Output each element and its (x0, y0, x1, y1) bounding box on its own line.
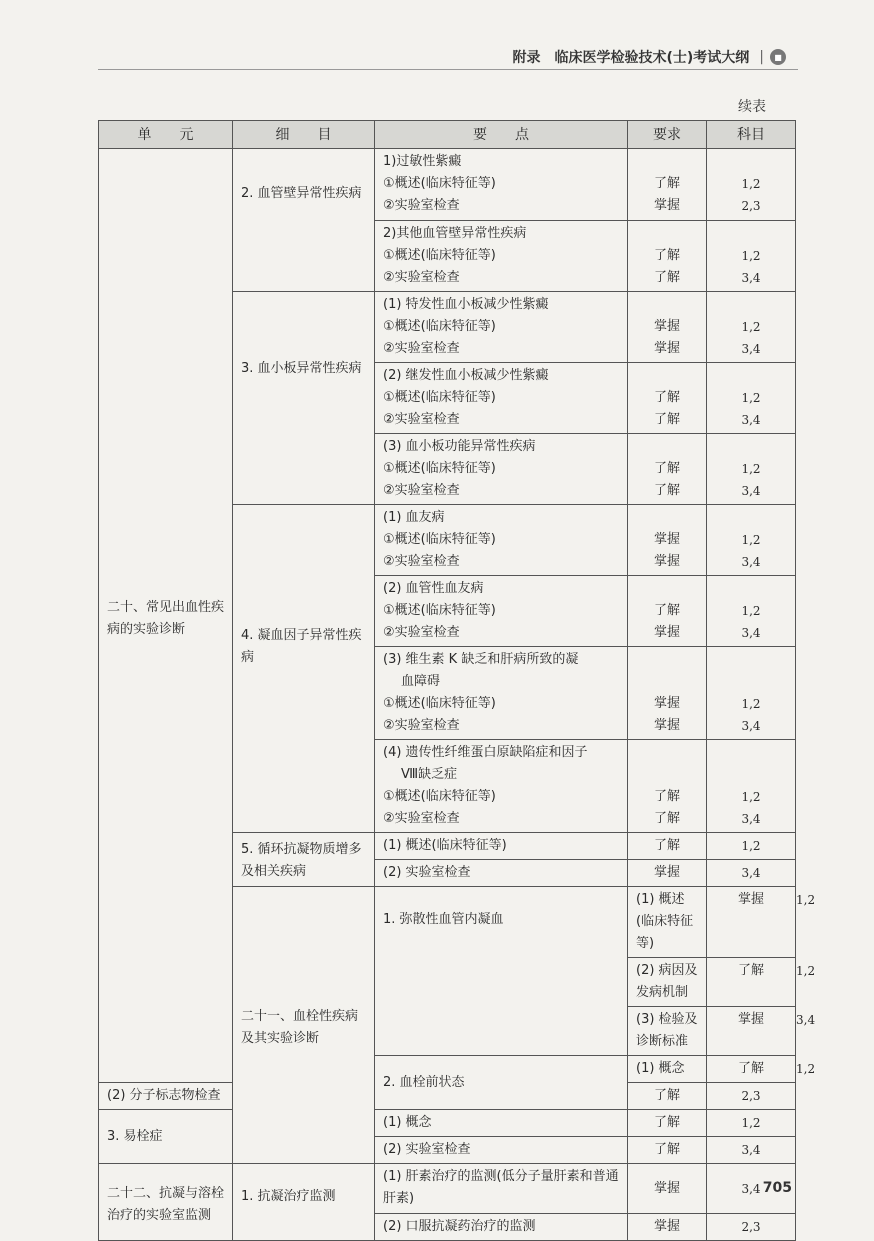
subj-cell: 1,2 3,4 (707, 221, 796, 292)
col-item: 细 目 (233, 121, 375, 149)
subj-cell: 1,2 3,4 (707, 292, 796, 363)
item-cell: 3. 血小板异常性疾病 (233, 292, 375, 505)
req-cell: 掌握 掌握 (628, 505, 707, 576)
point-cell: 1)过敏性紫癜 ①概述(临床特征等) ②实验室检查 (375, 149, 628, 221)
subj-cell: 1,2 (707, 1110, 796, 1137)
req-cell: 了解 (707, 958, 796, 1007)
page-number: 705 (762, 1180, 792, 1196)
col-point: 要 点 (375, 121, 628, 149)
point-cell: 2)其他血管壁异常性疾病 ①概述(临床特征等) ②实验室检查 (375, 221, 628, 292)
subj-cell: 1,2 2,3 (707, 149, 796, 221)
subj-cell: 1,2 3,4 (707, 576, 796, 647)
item-cell: 5. 循环抗凝物质增多及相关疾病 (233, 833, 375, 887)
subj-cell: 1,2 3,4 (707, 505, 796, 576)
item-cell: 3. 易栓症 (99, 1110, 233, 1164)
req-cell: 了解 了解 (628, 221, 707, 292)
unit-cell: 二十、常见出血性疾病的实验诊断 (99, 149, 233, 1083)
req-cell: 了解 (628, 1110, 707, 1137)
point-cell: (2) 实验室检查 (375, 1137, 628, 1164)
point-cell: (2) 口服抗凝药治疗的监测 (375, 1214, 628, 1241)
item-cell: 2. 血管壁异常性疾病 (233, 149, 375, 292)
table-row: 2. 血栓前状态 (1) 概念 了解 1,2 (99, 1056, 796, 1083)
syllabus-table (98, 120, 816, 1241)
point-cell: (1) 概述(临床特征等) (628, 887, 707, 958)
subj-cell: 3,4 (707, 1164, 796, 1214)
req-cell: 掌握 (628, 1214, 707, 1241)
subj-cell: 1,2 3,4 (707, 647, 796, 740)
point-cell: (2) 实验室检查 (375, 860, 628, 887)
req-cell: 了解 (707, 1056, 796, 1083)
subj-cell: 3,4 (707, 860, 796, 887)
req-cell: 掌握 掌握 (628, 647, 707, 740)
point-cell: (3) 检验及诊断标准 (628, 1007, 707, 1056)
point-cell: (1) 概述(临床特征等) (375, 833, 628, 860)
point-cell: (1) 特发性血小板减少性紫癜 ①概述(临床特征等) ②实验室检查 (375, 292, 628, 363)
subj-cell: 3,4 (707, 1137, 796, 1164)
header-title: 临床医学检验技术(士)考试大纲 (554, 50, 750, 66)
item-cell: 1. 弥散性血管内凝血 (375, 887, 628, 1056)
req-cell: 掌握 (628, 860, 707, 887)
point-cell: (2) 病因及发病机制 (628, 958, 707, 1007)
point-cell: (2) 继发性血小板减少性紫癜 ①概述(临床特征等) ②实验室检查 (375, 363, 628, 434)
col-requirement: 要求 (628, 121, 707, 149)
unit-cell: 二十一、血栓性疾病及其实验诊断 (233, 887, 375, 1164)
header-rule (98, 69, 798, 70)
point-cell: (3) 维生素 K 缺乏和肝病所致的凝 血障碍 ①概述(临床特征等) ②实验室检查 (375, 647, 628, 740)
req-cell: 了解 掌握 (628, 576, 707, 647)
point-cell: (1) 概念 (628, 1056, 707, 1083)
point-cell: (1) 肝素治疗的监测(低分子量肝素和普通肝素) (375, 1164, 628, 1214)
req-cell: 掌握 (707, 887, 796, 958)
point-cell: (1) 血友病 ①概述(临床特征等) ②实验室检查 (375, 505, 628, 576)
req-cell: 掌握 掌握 (628, 292, 707, 363)
req-cell: 了解 (628, 833, 707, 860)
point-cell: (4) 遗传性纤维蛋白原缺陷症和因子 Ⅷ缺乏症 ①概述(临床特征等) ②实验室检查 (375, 740, 628, 833)
table-row (99, 149, 796, 221)
continued-label: 续表 (738, 99, 766, 115)
req-cell: 了解 了解 (628, 363, 707, 434)
table-header-row (99, 121, 796, 149)
table-row (99, 1110, 796, 1137)
table-row (99, 1164, 796, 1214)
col-unit: 单 元 (99, 121, 233, 149)
table-row: 二十一、血栓性疾病及其实验诊断 1. 弥散性血管内凝血 (1) 概述(临床特征等) 掌握 1,2 (99, 887, 796, 958)
subj-cell: 1,2 3,4 (707, 434, 796, 505)
req-cell: 掌握 (628, 1164, 707, 1214)
point-cell: (2) 血管性血友病 ①概述(临床特征等) ②实验室检查 (375, 576, 628, 647)
point-cell: (1) 概念 (375, 1110, 628, 1137)
req-cell: 了解 掌握 (628, 149, 707, 221)
table-row: (3) 检验及诊断标准 掌握 3,4 (99, 1007, 796, 1056)
table-row: (2) 病因及发病机制 了解 1,2 (99, 958, 796, 1007)
book-badge-icon: ■ (770, 49, 786, 65)
req-cell: 了解 了解 (628, 740, 707, 833)
req-cell: 掌握 (707, 1007, 796, 1056)
item-cell: 1. 抗凝治疗监测 (233, 1164, 375, 1241)
req-cell: 了解 (628, 1083, 707, 1110)
subj-cell: 1,2 3,4 (707, 363, 796, 434)
item-cell: 4. 凝血因子异常性疾病 (233, 505, 375, 833)
req-cell: 了解 (628, 1137, 707, 1164)
subj-cell: 2,3 (707, 1214, 796, 1241)
subj-cell: 1,2 (707, 833, 796, 860)
header-label: 附录 (512, 50, 541, 66)
subj-cell: 1,2 3,4 (707, 740, 796, 833)
running-header: 附录 临床医学检验技术(士)考试大纲 | ■ (98, 44, 786, 70)
unit-cell: 二十二、抗凝与溶栓治疗的实验室监测 (99, 1164, 233, 1241)
item-cell: 2. 血栓前状态 (375, 1056, 628, 1110)
col-subject: 科目 (707, 121, 796, 149)
point-cell: (2) 分子标志物检查 (99, 1083, 233, 1110)
subj-cell: 2,3 (707, 1083, 796, 1110)
point-cell: (3) 血小板功能异常性疾病 ①概述(临床特征等) ②实验室检查 (375, 434, 628, 505)
req-cell: 了解 了解 (628, 434, 707, 505)
